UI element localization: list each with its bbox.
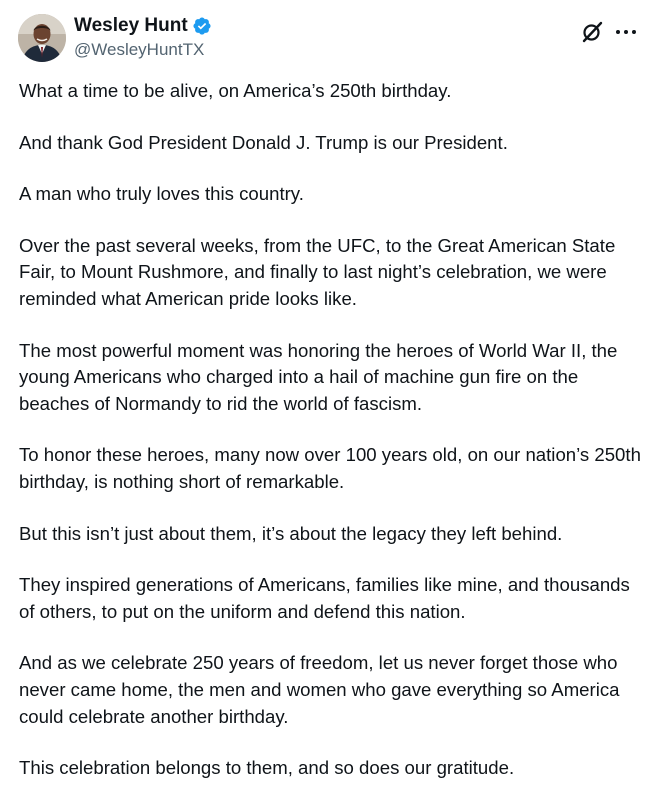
post-paragraph: This celebration belongs to them, and so does our gratitude.: [19, 757, 515, 779]
post-paragraph: But this isn’t just about them, it’s about the legacy they left behind.: [19, 522, 563, 544]
post-paragraph: Over the past several weeks, from the UFC, to the Great American State Fair, to Mount Rushmore, and finally to last night’s celebration, we were reminded what American pride looks like.: [19, 234, 616, 309]
post-paragraph: A man who truly loves this country.: [19, 183, 304, 205]
post-paragraph: They inspired generations of Americans, families like mine, and thousands of others, to put on the uniform and defend this nation.: [19, 574, 630, 622]
verified-badge-icon[interactable]: [192, 16, 212, 36]
author-identity: [74, 14, 212, 61]
post-paragraph: And as we celebrate 250 years of freedom, let us never forget those who never came home, the men and women who gave everything so America could celebrate another birthday.: [19, 652, 620, 727]
profile-photo: [18, 14, 66, 62]
author-handle[interactable]: @WesleyHuntTX: [74, 40, 205, 59]
post-paragraph: And thank God President Donald J. Trump is our President.: [19, 131, 508, 153]
display-name[interactable]: Wesley Hunt: [74, 15, 188, 36]
post-text: [19, 78, 644, 800]
post-paragraph: To honor these heroes, many now over 100 years old, on our nation’s 250th birthday, is nothing short of remarkable.: [19, 444, 641, 492]
grok-icon[interactable]: [580, 20, 604, 44]
more-options-icon[interactable]: [612, 20, 640, 44]
post-header: [0, 0, 653, 72]
post-paragraph: The most powerful moment was honoring the heroes of World War II, the young Americans who charged into a hail of machine gun fire on the beaches of Normandy to rid the world of fascism.: [19, 339, 618, 414]
post-paragraph: What a time to be alive, on America’s 250th birthday.: [19, 80, 452, 101]
avatar[interactable]: [18, 14, 66, 62]
name-row: [74, 14, 212, 38]
